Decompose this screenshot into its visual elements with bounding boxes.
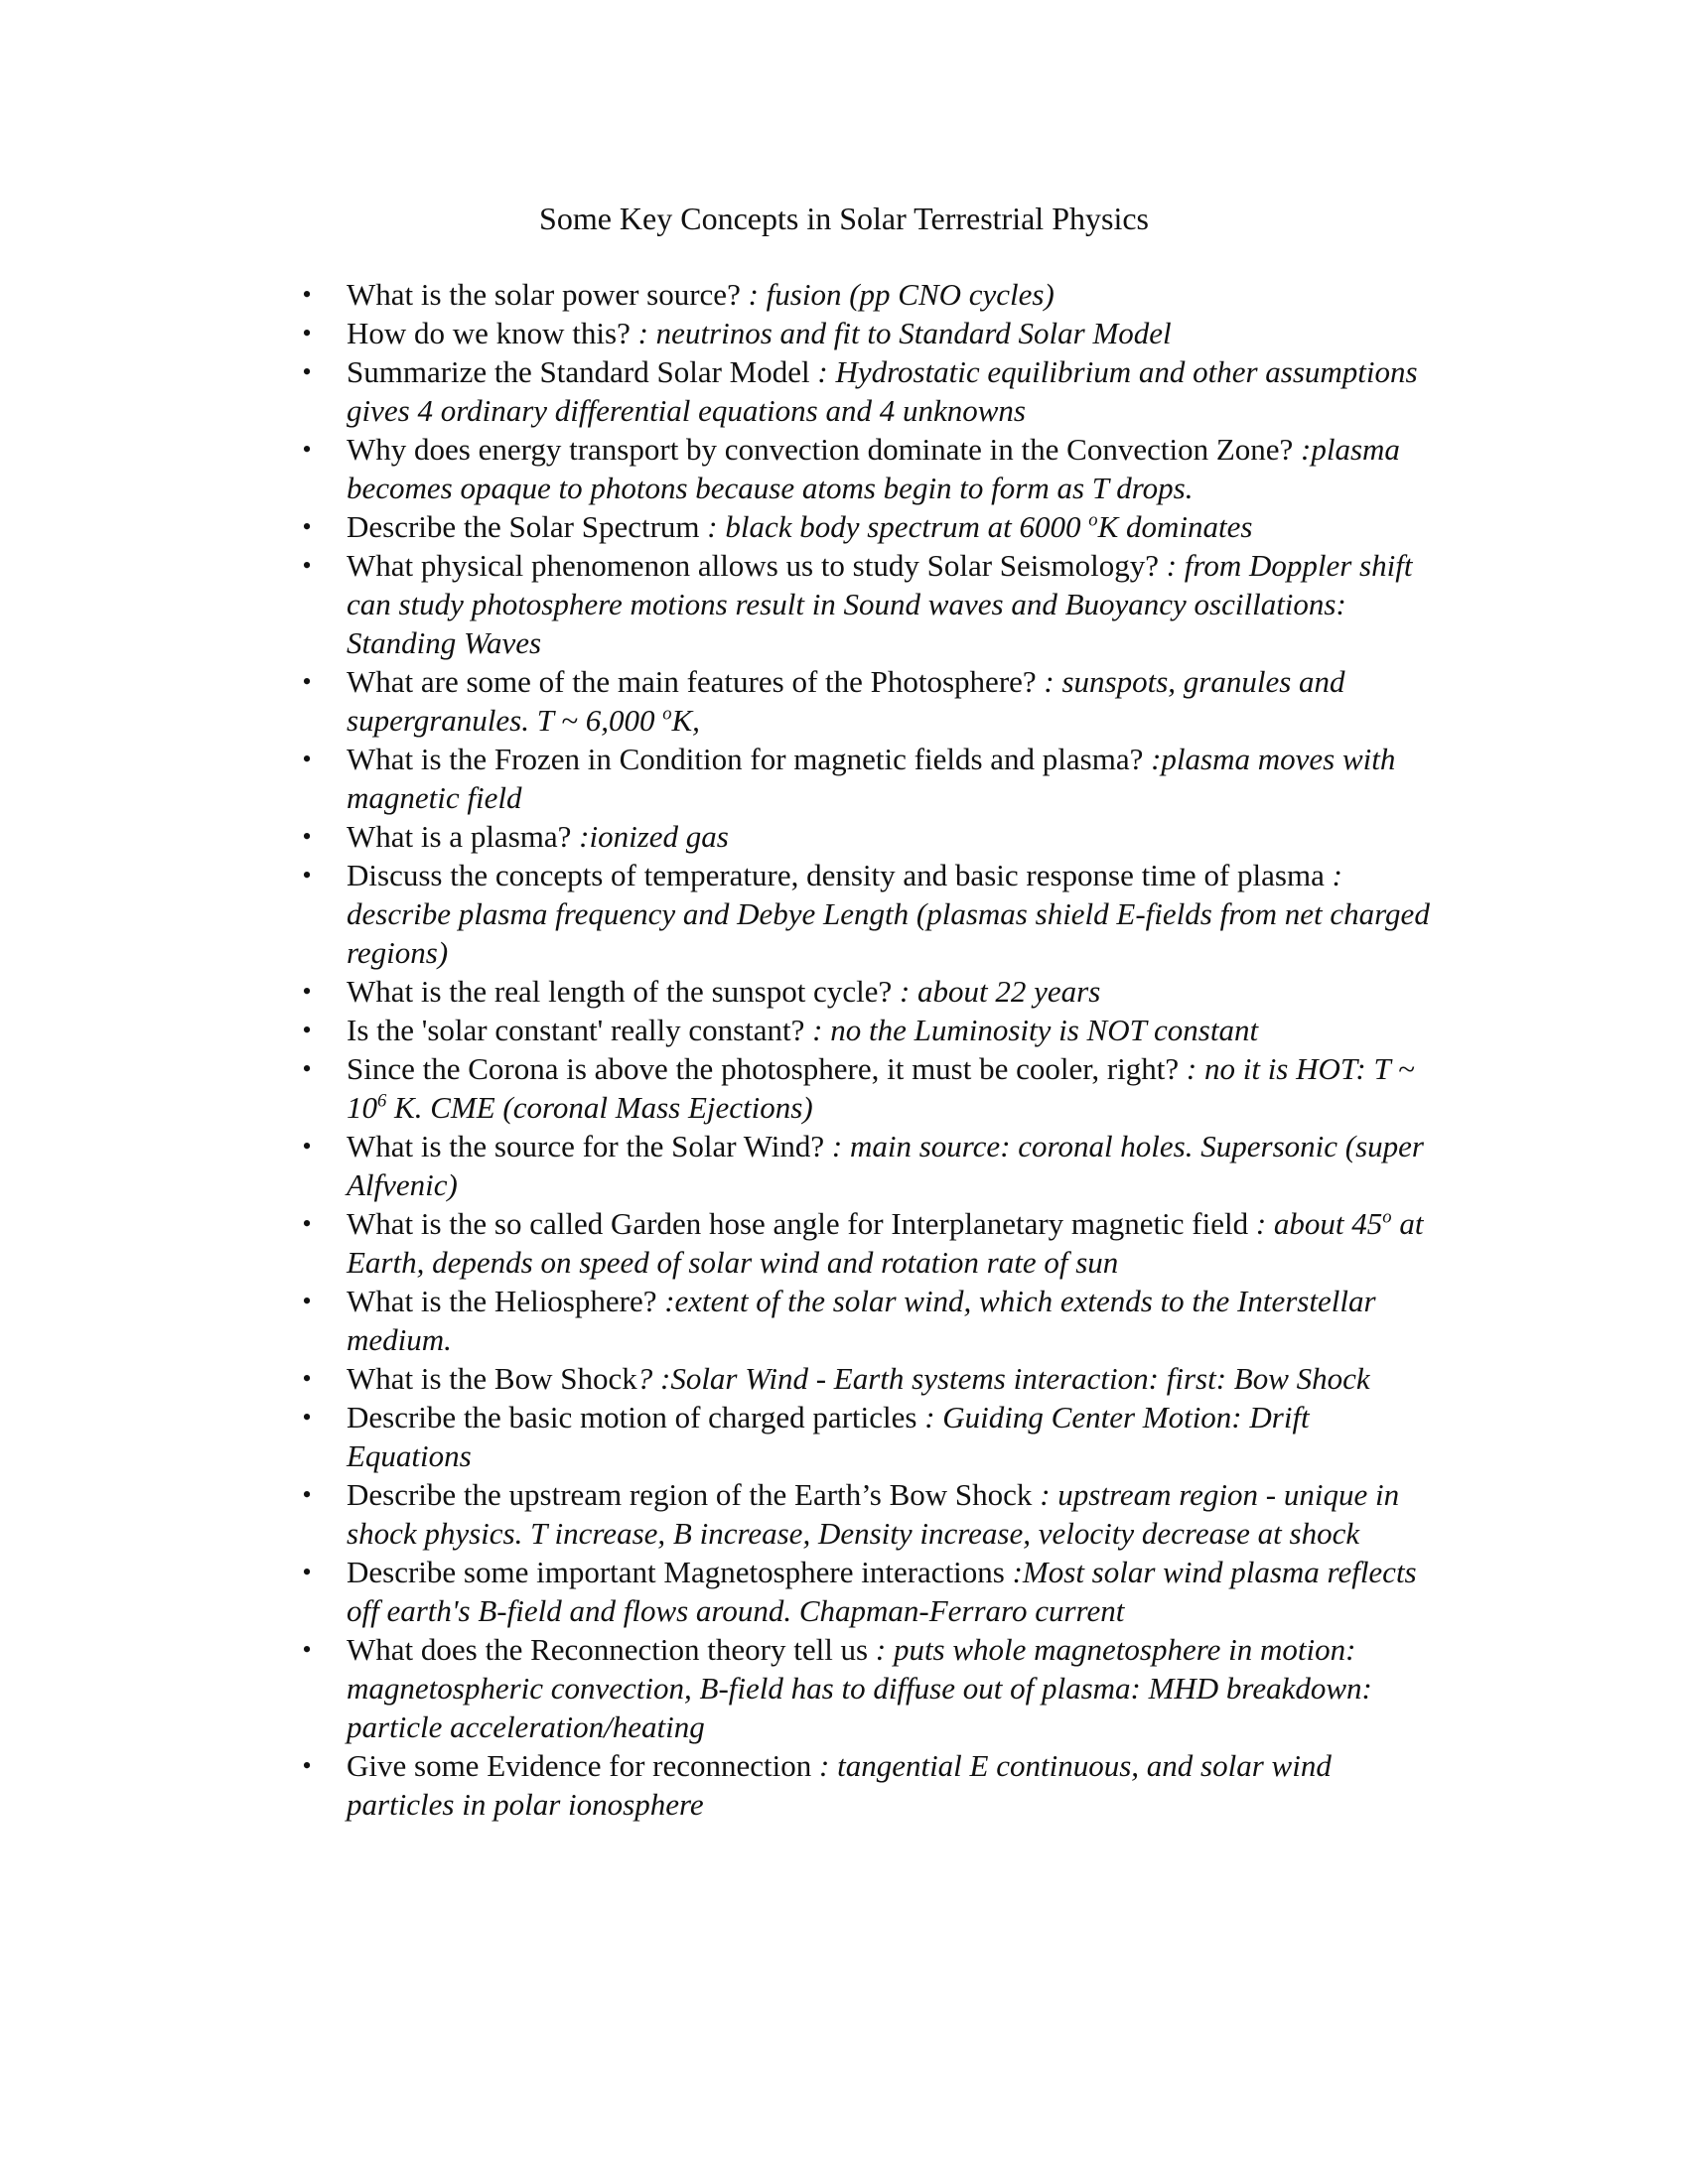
page-title: Some Key Concepts in Solar Terrestrial Physics	[539, 201, 1149, 236]
answer-text: : main source: coronal holes. Supersonic (super Alfvenic)	[347, 1129, 1424, 1202]
bullet-icon: •	[302, 667, 312, 696]
list-item	[302, 740, 1439, 817]
list-item	[302, 1127, 1439, 1204]
bullet-icon: •	[302, 280, 312, 309]
question-text: What is the source for the Solar Wind?	[347, 1129, 832, 1163]
bullet-icon: •	[302, 1403, 312, 1432]
bullet-icon: •	[302, 1287, 312, 1315]
list-item	[302, 1475, 1439, 1553]
answer-text: : about 45	[1255, 1206, 1383, 1241]
list-item	[302, 1011, 1439, 1049]
superscript: o	[1382, 1206, 1392, 1228]
question-text: What is the real length of the sunspot cycle?	[347, 974, 900, 1009]
answer-text-continued: K. CME (coronal Mass Ejections)	[386, 1090, 813, 1125]
superscript: o	[1088, 509, 1098, 531]
answer-text-continued: K,	[671, 703, 700, 738]
answer-text: :plasma moves with magnetic field	[347, 742, 1396, 815]
list-item	[302, 1204, 1439, 1282]
question-text: Describe the upstream region of the Earth’s Bow Shock	[347, 1477, 1041, 1512]
list-item	[302, 352, 1439, 430]
list-item	[302, 1398, 1439, 1475]
question-text: Describe the Solar Spectrum	[347, 509, 708, 544]
superscript: 6	[377, 1090, 387, 1112]
list-item	[302, 546, 1439, 662]
bullet-icon: •	[302, 435, 312, 464]
question-text: What is the Heliosphere?	[347, 1284, 665, 1318]
question-text: Discuss the concepts of temperature, density and basic response time of plasma	[347, 858, 1333, 892]
bullet-icon: •	[302, 822, 312, 851]
answer-text-continued: K dominates	[1097, 509, 1253, 544]
bullet-icon: •	[302, 357, 312, 386]
question-text: What is the solar power source?	[347, 277, 749, 312]
list-item	[302, 1630, 1439, 1746]
answer-text: :ionized gas	[579, 819, 729, 854]
bullet-icon: •	[302, 1016, 312, 1044]
answer-text: : no the Luminosity is NOT constant	[812, 1013, 1259, 1047]
question-text: Describe some important Magnetosphere interactions	[347, 1555, 1013, 1589]
bullet-icon: •	[302, 1054, 312, 1083]
list-item	[302, 507, 1439, 546]
list-item	[302, 1049, 1439, 1127]
question-text: What is a plasma?	[347, 819, 580, 854]
question-text: What are some of the main features of the Photosphere?	[347, 664, 1045, 699]
answer-text: : Guiding Center Motion: Drift Equations	[347, 1400, 1310, 1473]
bullet-icon: •	[302, 745, 312, 773]
question-text: Describe the basic motion of charged particles	[347, 1400, 925, 1434]
list-item	[302, 314, 1439, 352]
answer-text-continued: at Earth, depends on speed of solar wind and rotation rate of sun	[347, 1206, 1424, 1280]
answer-text: :plasma becomes opaque to photons because atoms begin to form as T drops.	[347, 432, 1400, 505]
bullet-icon: •	[302, 512, 312, 541]
list-item	[302, 817, 1439, 856]
question-text: How do we know this?	[347, 316, 638, 350]
list-item	[302, 972, 1439, 1011]
bullet-icon: •	[302, 1132, 312, 1160]
bullet-icon: •	[302, 1558, 312, 1586]
list-item	[302, 1746, 1439, 1824]
list-item	[302, 275, 1439, 314]
question-text: Is the 'solar constant' really constant?	[347, 1013, 813, 1047]
answer-text: :Most solar wind plasma reflects off earth's B-field and flows around. Chapman-Ferraro current	[347, 1555, 1417, 1628]
answer-text: : no it is HOT: T ~ 10	[347, 1051, 1415, 1125]
answer-text: : describe plasma frequency and Debye Length (plasmas shield E-fields from net charged regions)	[347, 858, 1430, 970]
bullet-icon: •	[302, 1480, 312, 1509]
question-text: What is the so called Garden hose angle for Interplanetary magnetic field	[347, 1206, 1256, 1241]
question-text: Since the Corona is above the photosphere, it must be cooler, right?	[347, 1051, 1187, 1086]
answer-text: : tangential E continuous, and solar wind particles in polar ionosphere	[347, 1748, 1332, 1822]
bullet-icon: •	[302, 977, 312, 1006]
bullet-icon: •	[302, 319, 312, 347]
list-item	[302, 1553, 1439, 1630]
bullet-icon: •	[302, 861, 312, 889]
question-text: What does the Reconnection theory tell us	[347, 1632, 876, 1667]
answer-text: : Hydrostatic equilibrium and other assumptions gives 4 ordinary differential equations and 4 unknowns	[347, 354, 1418, 428]
bullet-icon: •	[302, 1751, 312, 1780]
list-item	[302, 1359, 1439, 1398]
list-item	[302, 430, 1439, 507]
answer-text: ? :Solar Wind - Earth systems interaction: first: Bow Shock	[636, 1361, 1370, 1396]
superscript: o	[662, 703, 672, 725]
answer-text: : about 22 years	[899, 974, 1101, 1009]
list-item	[302, 856, 1439, 972]
answer-text: : fusion (pp CNO cycles)	[748, 277, 1055, 312]
bullet-icon: •	[302, 1635, 312, 1664]
question-text: What is the Frozen in Condition for magnetic fields and plasma?	[347, 742, 1152, 776]
answer-text: : puts whole magnetosphere in motion: magnetospheric convection, B-field has to diffuse out of plasma: MHD breakdown: particle acceleration/heating	[347, 1632, 1372, 1744]
answer-text: : sunspots, granules and supergranules. T ~ 6,000	[347, 664, 1345, 738]
list-item	[302, 662, 1439, 740]
bullet-icon: •	[302, 551, 312, 580]
bullet-icon: •	[302, 1364, 312, 1393]
answer-text: : neutrinos and fit to Standard Solar Model	[637, 316, 1172, 350]
question-text: Summarize the Standard Solar Model	[347, 354, 818, 389]
question-text: Why does energy transport by convection dominate in the Convection Zone?	[347, 432, 1302, 467]
answer-text: : upstream region - unique in shock physics. T increase, B increase, Density increase, velocity decrease at shock	[347, 1477, 1400, 1551]
answer-text: : black body spectrum at 6000	[707, 509, 1089, 544]
concept-list	[302, 275, 1439, 1824]
question-text: What is the Bow Shock	[347, 1361, 637, 1396]
answer-text: :extent of the solar wind, which extends to the Interstellar medium.	[347, 1284, 1376, 1357]
answer-text: : from Doppler shift can study photosphere motions result in Sound waves and Buoyancy oscillations: Standing Waves	[347, 548, 1413, 660]
question-text: Give some Evidence for reconnection	[347, 1748, 820, 1783]
bullet-icon: •	[302, 1209, 312, 1238]
question-text: What physical phenomenon allows us to study Solar Seismology?	[347, 548, 1167, 583]
list-item	[302, 1282, 1439, 1359]
